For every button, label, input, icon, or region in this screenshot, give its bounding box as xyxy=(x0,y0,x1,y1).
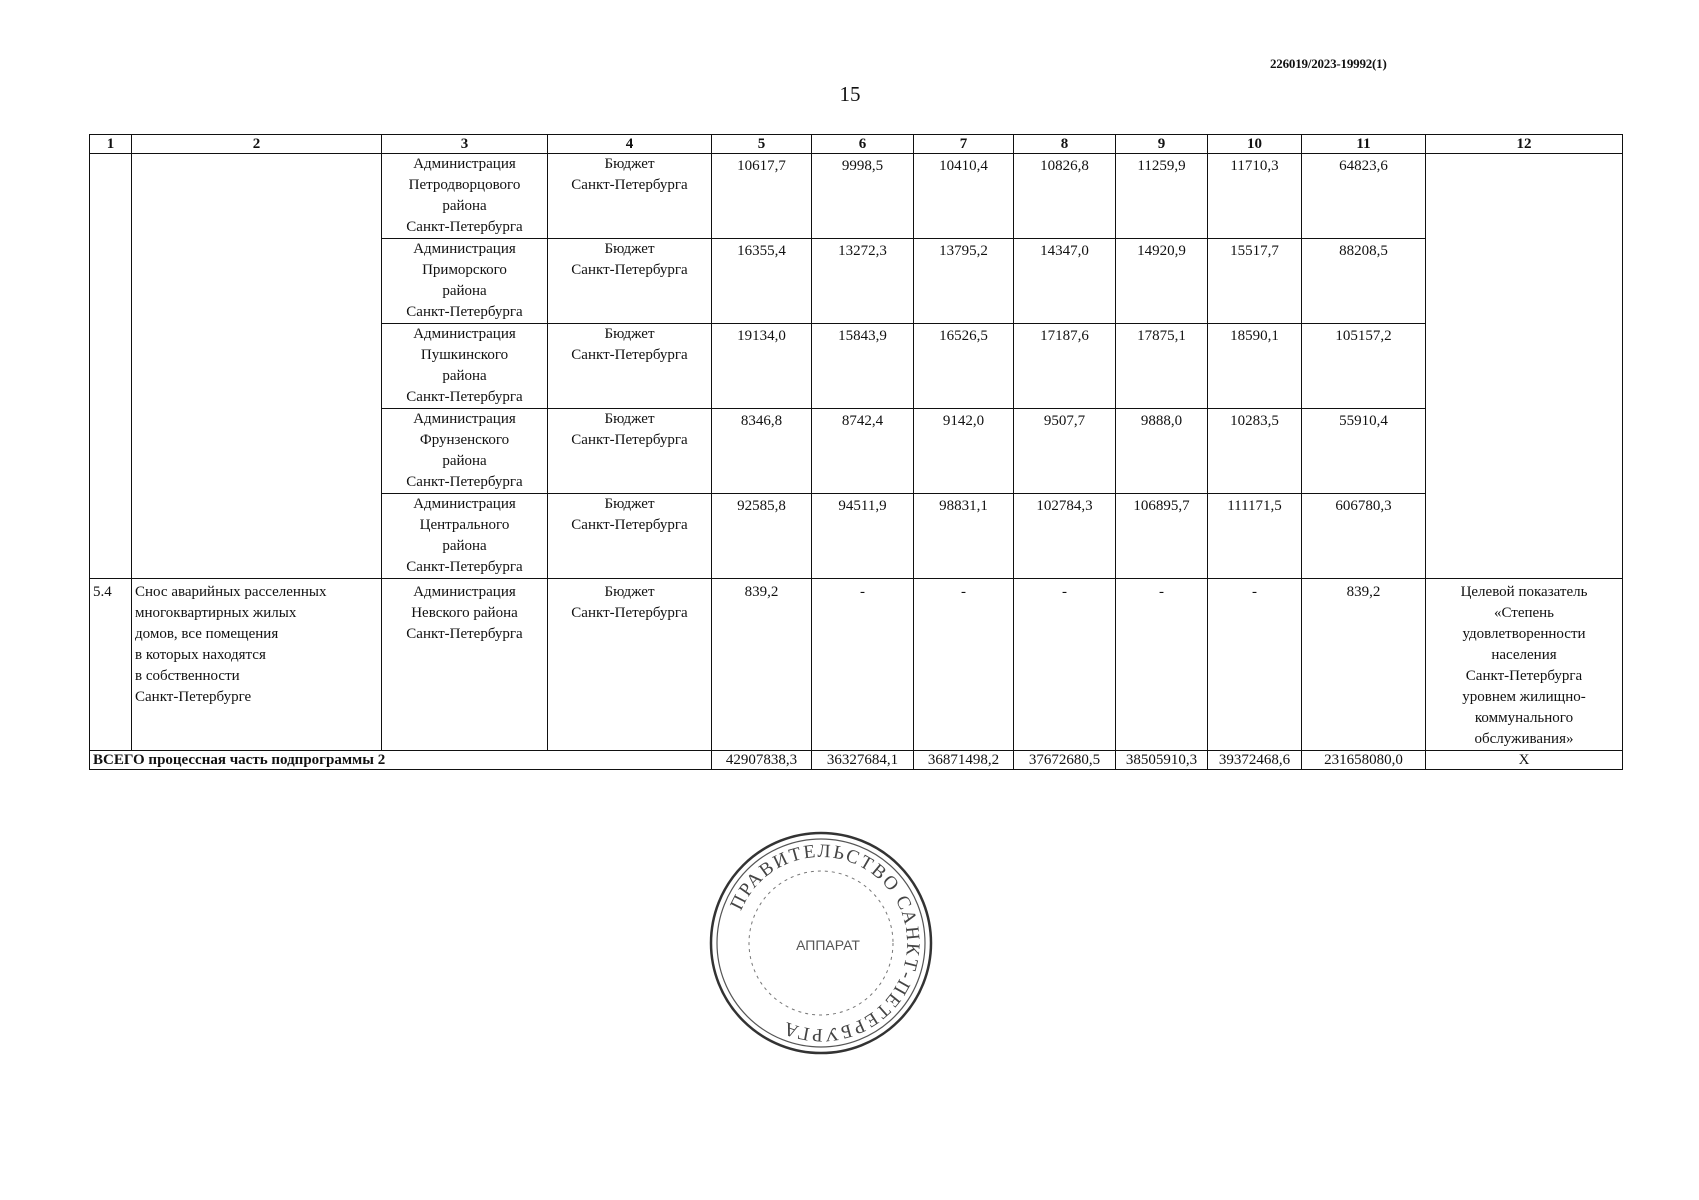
value-cell: 94511,9 xyxy=(812,494,914,579)
total-value-cell: 38505910,3 xyxy=(1116,751,1208,770)
column-number: 6 xyxy=(812,135,914,154)
value-cell: 102784,3 xyxy=(1014,494,1116,579)
value-cell: 18590,1 xyxy=(1208,324,1302,409)
seal-inner-text: АППАРАТ xyxy=(796,937,860,953)
column-number: 9 xyxy=(1116,135,1208,154)
funding-source-line: Санкт-Петербурга xyxy=(571,177,688,193)
executor-line: Администрация xyxy=(413,496,516,512)
column-number: 4 xyxy=(548,135,712,154)
total-value-cell: 42907838,3 xyxy=(712,751,812,770)
funding-source-line: Бюджет xyxy=(604,496,655,512)
funding-source-line: Бюджет xyxy=(604,411,655,427)
executor-cell xyxy=(382,239,548,324)
value-cell: 16526,5 xyxy=(914,324,1014,409)
column-number: 2 xyxy=(132,135,382,154)
indicator-line: «Степень xyxy=(1493,605,1555,621)
value-cell: 10410,4 xyxy=(914,154,1014,239)
value-cell: 92585,8 xyxy=(712,494,812,579)
executor-line: района xyxy=(442,368,487,384)
value-cell: 15517,7 xyxy=(1208,239,1302,324)
executor-cell xyxy=(382,579,548,751)
page-number: 15 xyxy=(839,82,861,106)
funding-source-cell xyxy=(548,409,712,494)
target-indicator-cell xyxy=(1426,579,1623,751)
value-cell: 16355,4 xyxy=(712,239,812,324)
activity-name-cell xyxy=(132,579,382,751)
activity-name-line: многоквартирных жилых xyxy=(135,605,297,621)
value-cell: 8346,8 xyxy=(712,409,812,494)
activity-name-line: Санкт-Петербурге xyxy=(135,689,252,705)
total-value-cell: 839,2 xyxy=(1302,579,1426,751)
activity-name-cell-empty xyxy=(132,154,382,579)
executor-line: Петродворцового xyxy=(408,177,521,193)
value-cell: 10826,8 xyxy=(1014,154,1116,239)
column-number: 5 xyxy=(712,135,812,154)
value-cell: 11259,9 xyxy=(1116,154,1208,239)
executor-line: Санкт-Петербурга xyxy=(406,559,523,575)
funding-source-line: Бюджет xyxy=(604,584,655,600)
column-number: 10 xyxy=(1208,135,1302,154)
indicator-line: Санкт-Петербурга xyxy=(1465,668,1583,684)
executor-line: Санкт-Петербурга xyxy=(406,219,523,235)
executor-line: Санкт-Петербурга xyxy=(406,304,523,320)
value-cell: 14347,0 xyxy=(1014,239,1116,324)
value-cell: 17875,1 xyxy=(1116,324,1208,409)
funding-source-cell xyxy=(548,579,712,751)
indicator-line: обслуживания» xyxy=(1474,731,1574,747)
value-cell: 14920,9 xyxy=(1116,239,1208,324)
column-number: 1 xyxy=(90,135,132,154)
indicator-line: коммунального xyxy=(1474,710,1574,726)
value-cell: 8742,4 xyxy=(812,409,914,494)
table-row xyxy=(90,154,1623,239)
executor-cell xyxy=(382,409,548,494)
row-number: 5.4 xyxy=(90,579,132,751)
funding-source-line: Санкт-Петербурга xyxy=(571,262,688,278)
value-cell: 13272,3 xyxy=(812,239,914,324)
indicator-cell-empty xyxy=(1426,154,1623,579)
executor-line: Приморского xyxy=(422,262,507,278)
executor-line: района xyxy=(442,453,487,469)
indicator-line: уровнем жилищно- xyxy=(1462,689,1586,705)
value-cell: 9888,0 xyxy=(1116,409,1208,494)
activity-name-line: в собственности xyxy=(135,668,240,684)
funding-source-cell xyxy=(548,324,712,409)
value-cell: 98831,1 xyxy=(914,494,1014,579)
column-number: 12 xyxy=(1426,135,1623,154)
value-cell: - xyxy=(1014,579,1116,751)
executor-line: района xyxy=(442,283,487,299)
activity-name-line: Снос аварийных расселенных xyxy=(135,584,327,600)
value-cell: 15843,9 xyxy=(812,324,914,409)
total-value-cell: 36327684,1 xyxy=(812,751,914,770)
executor-line: Центрального xyxy=(419,517,510,533)
funding-source-line: Бюджет xyxy=(604,326,655,342)
value-cell: 10283,5 xyxy=(1208,409,1302,494)
total-value-cell: 39372468,6 xyxy=(1208,751,1302,770)
document-registration-number: 226019/2023-19992(1) xyxy=(1270,56,1387,71)
funding-source-cell xyxy=(548,239,712,324)
value-cell: 9142,0 xyxy=(914,409,1014,494)
indicator-placeholder: X xyxy=(1426,751,1623,770)
value-cell: - xyxy=(812,579,914,751)
executor-line: Администрация xyxy=(413,411,516,427)
financing-table xyxy=(89,134,1623,770)
executor-line: Администрация xyxy=(413,241,516,257)
row-number-cell-empty xyxy=(90,154,132,579)
executor-line: Санкт-Петербурга xyxy=(406,626,523,642)
value-cell: 17187,6 xyxy=(1014,324,1116,409)
total-label: ВСЕГО процессная часть подпрограммы 2 xyxy=(90,751,712,770)
funding-source-line: Санкт-Петербурга xyxy=(571,605,688,621)
funding-source-line: Бюджет xyxy=(604,241,655,257)
column-number: 8 xyxy=(1014,135,1116,154)
executor-line: Администрация xyxy=(413,584,516,600)
executor-line: района xyxy=(442,538,487,554)
column-number: 7 xyxy=(914,135,1014,154)
table-row xyxy=(90,579,1623,751)
executor-line: Фрунзенского xyxy=(419,432,510,448)
executor-line: района xyxy=(442,198,487,214)
total-value-cell: 55910,4 xyxy=(1302,409,1426,494)
value-cell: 19134,0 xyxy=(712,324,812,409)
total-value-cell: 105157,2 xyxy=(1302,324,1426,409)
total-row xyxy=(90,751,1623,770)
funding-source-line: Бюджет xyxy=(604,156,655,172)
value-cell: - xyxy=(1116,579,1208,751)
executor-line: Администрация xyxy=(413,156,516,172)
funding-source-line: Санкт-Петербурга xyxy=(571,517,688,533)
value-cell: 9507,7 xyxy=(1014,409,1116,494)
activity-name-line: домов, все помещения xyxy=(135,626,279,642)
value-cell: 111171,5 xyxy=(1208,494,1302,579)
executor-line: Пушкинского xyxy=(420,347,509,363)
value-cell: 10617,7 xyxy=(712,154,812,239)
executor-cell xyxy=(382,154,548,239)
total-value-cell: 36871498,2 xyxy=(914,751,1014,770)
indicator-line: удовлетворенности xyxy=(1462,626,1586,642)
column-number: 3 xyxy=(382,135,548,154)
executor-line: Санкт-Петербурга xyxy=(406,474,523,490)
funding-source-line: Санкт-Петербурга xyxy=(571,432,688,448)
executor-line: Администрация xyxy=(413,326,516,342)
value-cell: 106895,7 xyxy=(1116,494,1208,579)
indicator-line: населения xyxy=(1491,647,1557,663)
column-number: 11 xyxy=(1302,135,1426,154)
executor-line: Невского района xyxy=(411,605,518,621)
value-cell: 9998,5 xyxy=(812,154,914,239)
total-value-cell: 88208,5 xyxy=(1302,239,1426,324)
value-cell: 839,2 xyxy=(712,579,812,751)
executor-cell xyxy=(382,494,548,579)
funding-source-cell xyxy=(548,154,712,239)
total-value-cell: 37672680,5 xyxy=(1014,751,1116,770)
funding-source-line: Санкт-Петербурга xyxy=(571,347,688,363)
funding-source-cell xyxy=(548,494,712,579)
total-value-cell: 64823,6 xyxy=(1302,154,1426,239)
grand-total-value-cell: 231658080,0 xyxy=(1302,751,1426,770)
value-cell: 13795,2 xyxy=(914,239,1014,324)
indicator-line: Целевой показатель xyxy=(1460,584,1588,600)
total-value-cell: 606780,3 xyxy=(1302,494,1426,579)
executor-line: Санкт-Петербурга xyxy=(406,389,523,405)
value-cell: - xyxy=(1208,579,1302,751)
seal-ring-text: ПРАВИТЕЛЬСТВО САНКТ-ПЕТЕРБУРГА xyxy=(726,840,924,1046)
value-cell: 11710,3 xyxy=(1208,154,1302,239)
value-cell: - xyxy=(914,579,1014,751)
column-number-row xyxy=(90,135,1623,154)
executor-cell xyxy=(382,324,548,409)
official-seal-stamp xyxy=(708,830,934,1056)
activity-name-line: в которых находятся xyxy=(135,647,266,663)
